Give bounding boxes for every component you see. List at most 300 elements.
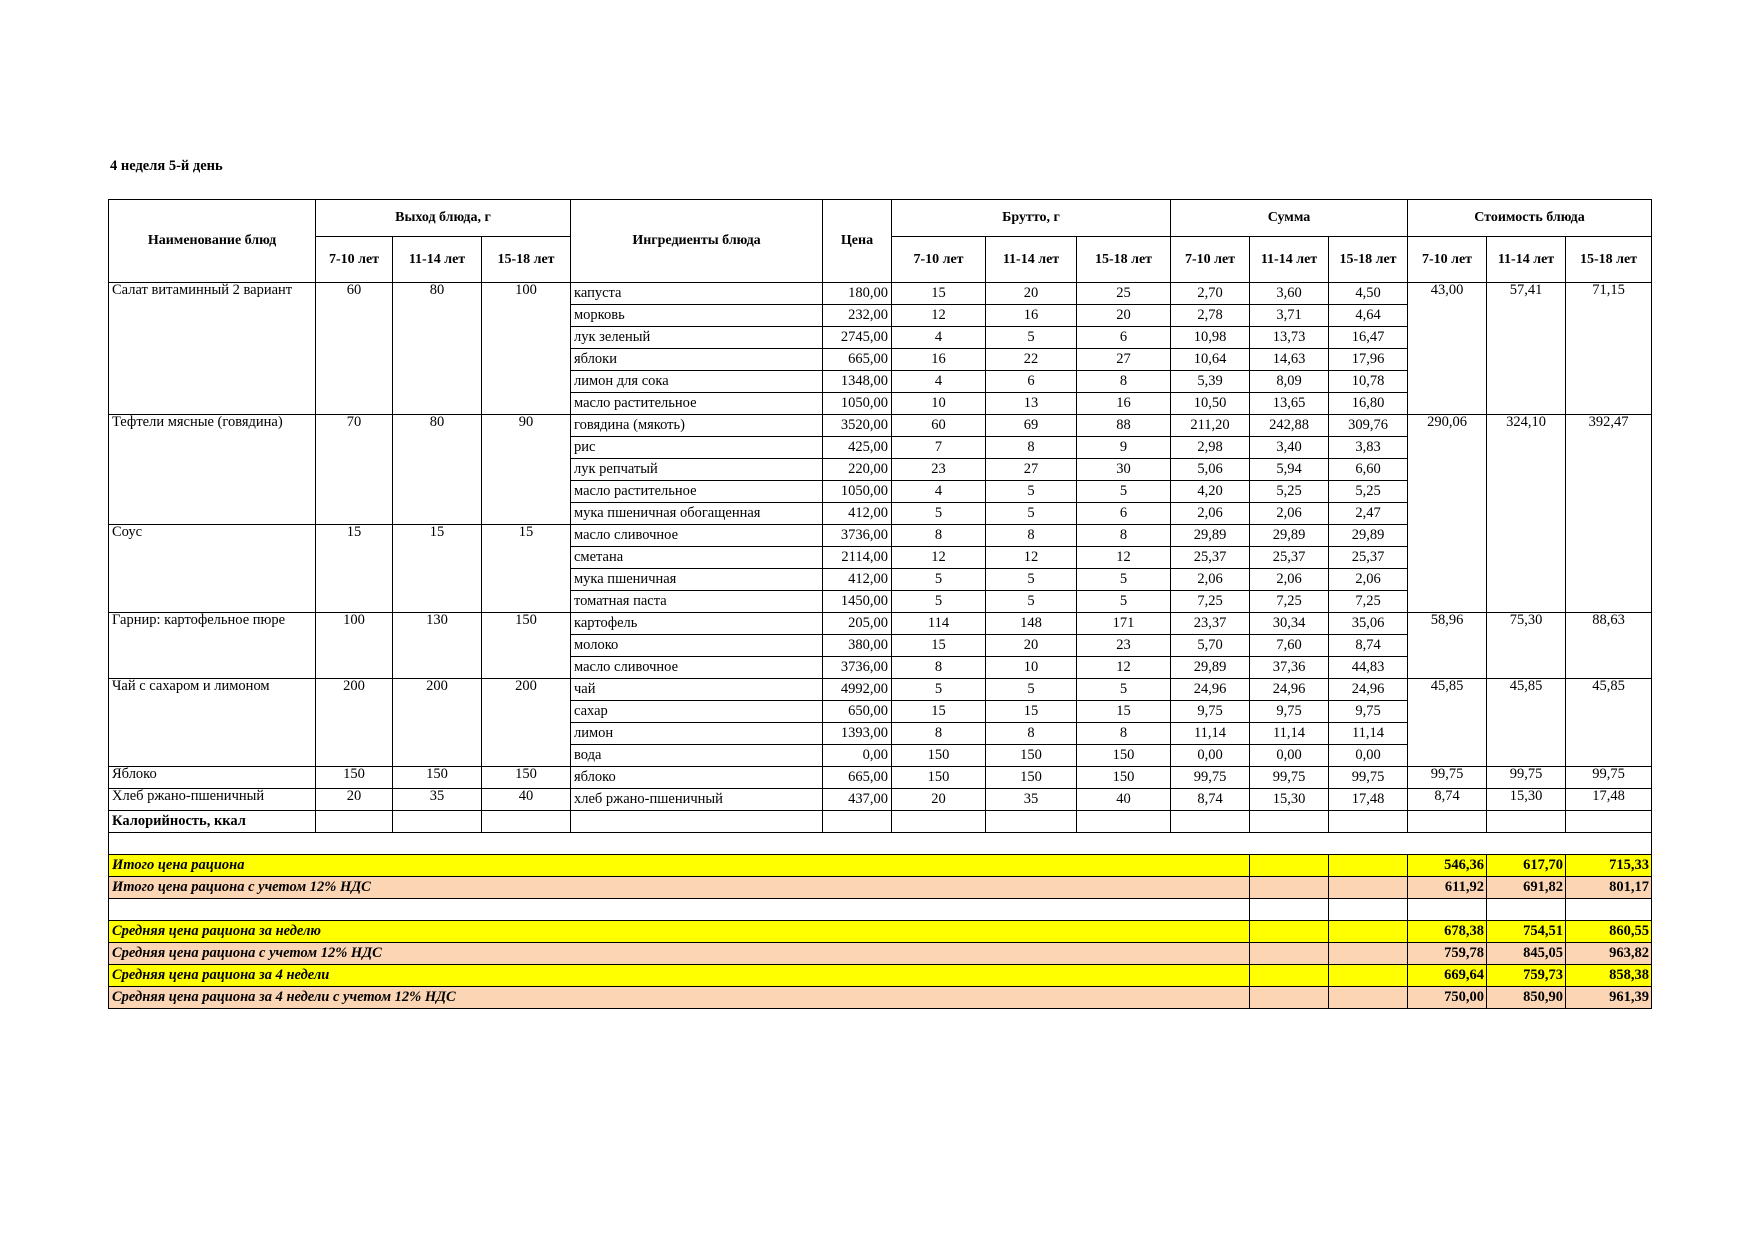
- empty-cell: [1329, 877, 1408, 899]
- ingredient-price: 412,00: [823, 503, 892, 525]
- ingredient-price: 380,00: [823, 635, 892, 657]
- ingredient-sum: 7,60: [1250, 635, 1329, 657]
- ingredient-sum: 7,25: [1329, 591, 1408, 613]
- ingredient-price: 650,00: [823, 701, 892, 723]
- ingredient-gross: 23: [892, 459, 986, 481]
- dish-output: 80: [393, 415, 482, 525]
- ingredient-sum: 5,39: [1171, 371, 1250, 393]
- header-sum: Сумма: [1171, 200, 1408, 237]
- dish-cost: 57,41: [1487, 283, 1566, 415]
- ingredient-price: 1348,00: [823, 371, 892, 393]
- ingredient-sum: 29,89: [1250, 525, 1329, 547]
- total-value: 759,78: [1408, 943, 1487, 965]
- header-age: 15-18 лет: [1077, 237, 1171, 283]
- ingredient-name: хлеб ржано-пшеничный: [571, 789, 823, 811]
- ingredient-name: вода: [571, 745, 823, 767]
- ingredient-gross: 150: [1077, 767, 1171, 789]
- empty-cell: [1408, 811, 1487, 833]
- ingredient-gross: 27: [1077, 349, 1171, 371]
- total-label: Средняя цена рациона за 4 недели с учетом 12% НДС: [109, 987, 1250, 1009]
- empty-cell: [1250, 921, 1329, 943]
- table-row: [109, 767, 1652, 789]
- ingredient-gross: 15: [892, 635, 986, 657]
- dish-output: 15: [482, 525, 571, 613]
- dish-output: 60: [316, 283, 393, 415]
- ingredient-name: масло растительное: [571, 481, 823, 503]
- ingredient-gross: 22: [986, 349, 1077, 371]
- total-label: Итого цена рациона с учетом 12% НДС: [109, 877, 1250, 899]
- ingredient-sum: 9,75: [1250, 701, 1329, 723]
- header-age: 15-18 лет: [1329, 237, 1408, 283]
- ingredient-sum: 211,20: [1171, 415, 1250, 437]
- ingredient-sum: 99,75: [1171, 767, 1250, 789]
- ingredient-gross: 150: [892, 745, 986, 767]
- ingredient-sum: 242,88: [1250, 415, 1329, 437]
- ingredient-sum: 3,83: [1329, 437, 1408, 459]
- dish-output: 15: [316, 525, 393, 613]
- header-age: 15-18 лет: [482, 237, 571, 283]
- ingredient-sum: 10,64: [1171, 349, 1250, 371]
- header-ingredients: Ингредиенты блюда: [571, 200, 823, 283]
- total-row: [109, 877, 1652, 899]
- ingredient-sum: 8,74: [1171, 789, 1250, 811]
- ingredient-sum: 5,70: [1171, 635, 1250, 657]
- empty-cell: [109, 833, 1652, 855]
- ingredient-gross: 12: [892, 547, 986, 569]
- total-value: 845,05: [1487, 943, 1566, 965]
- dish-output: 70: [316, 415, 393, 525]
- table-row: [109, 789, 1652, 811]
- ingredient-gross: 16: [892, 349, 986, 371]
- ingredient-sum: 10,98: [1171, 327, 1250, 349]
- total-value: 759,73: [1487, 965, 1566, 987]
- ingredient-sum: 25,37: [1329, 547, 1408, 569]
- ingredient-sum: 0,00: [1250, 745, 1329, 767]
- dish-output: 90: [482, 415, 571, 525]
- empty-cell: [1250, 877, 1329, 899]
- ingredient-gross: 5: [986, 503, 1077, 525]
- empty-cell: [1329, 899, 1408, 921]
- ingredient-name: сахар: [571, 701, 823, 723]
- ingredient-sum: 9,75: [1329, 701, 1408, 723]
- ingredient-gross: 15: [1077, 701, 1171, 723]
- ingredient-sum: 30,34: [1250, 613, 1329, 635]
- dish-output: 35: [393, 789, 482, 811]
- ingredient-sum: 16,80: [1329, 393, 1408, 415]
- dish-name: Гарнир: картофельное пюре: [109, 613, 316, 679]
- empty-cell: [1329, 987, 1408, 1009]
- ingredient-sum: 35,06: [1329, 613, 1408, 635]
- total-label: [109, 899, 1250, 921]
- ingredient-gross: 15: [986, 701, 1077, 723]
- header-dish-name: Наименование блюд: [109, 200, 316, 283]
- empty-cell: [1250, 811, 1329, 833]
- ingredient-gross: 60: [892, 415, 986, 437]
- ingredient-gross: 5: [986, 679, 1077, 701]
- ingredient-sum: 5,06: [1171, 459, 1250, 481]
- header-price: Цена: [823, 200, 892, 283]
- ingredient-name: лук репчатый: [571, 459, 823, 481]
- ingredient-name: сметана: [571, 547, 823, 569]
- header-age: 11-14 лет: [986, 237, 1077, 283]
- ingredient-price: 2114,00: [823, 547, 892, 569]
- ingredient-gross: 12: [892, 305, 986, 327]
- empty-cell: [1250, 855, 1329, 877]
- ingredient-price: 3736,00: [823, 525, 892, 547]
- ingredient-name: масло сливочное: [571, 525, 823, 547]
- table-body: [109, 283, 1652, 1009]
- ingredient-gross: 150: [892, 767, 986, 789]
- header-cost: Стоимость блюда: [1408, 200, 1652, 237]
- ingredient-price: 2745,00: [823, 327, 892, 349]
- ingredient-sum: 11,14: [1171, 723, 1250, 745]
- total-value: 691,82: [1487, 877, 1566, 899]
- dish-cost: 45,85: [1408, 679, 1487, 767]
- ingredient-name: лимон: [571, 723, 823, 745]
- ingredient-gross: 27: [986, 459, 1077, 481]
- dish-name: Тефтели мясные (говядина): [109, 415, 316, 525]
- ingredient-gross: 4: [892, 371, 986, 393]
- table-row: [109, 283, 1652, 305]
- dish-output: 130: [393, 613, 482, 679]
- ingredient-sum: 24,96: [1250, 679, 1329, 701]
- ingredient-gross: 6: [1077, 503, 1171, 525]
- ingredient-price: 665,00: [823, 767, 892, 789]
- ingredient-gross: 8: [986, 437, 1077, 459]
- ingredient-gross: 5: [1077, 679, 1171, 701]
- total-label: Средняя цена рациона за 4 недели: [109, 965, 1250, 987]
- ingredient-gross: 20: [986, 635, 1077, 657]
- ingredient-gross: 9: [1077, 437, 1171, 459]
- ingredient-gross: 8: [986, 723, 1077, 745]
- ingredient-sum: 23,37: [1171, 613, 1250, 635]
- ingredient-gross: 150: [986, 745, 1077, 767]
- ingredient-price: 205,00: [823, 613, 892, 635]
- ingredient-sum: 99,75: [1250, 767, 1329, 789]
- ingredient-sum: 13,73: [1250, 327, 1329, 349]
- ingredient-gross: 16: [1077, 393, 1171, 415]
- ingredient-sum: 0,00: [1171, 745, 1250, 767]
- dish-name: Чай с сахаром и лимоном: [109, 679, 316, 767]
- header-age: 11-14 лет: [1487, 237, 1566, 283]
- header-age: 11-14 лет: [1250, 237, 1329, 283]
- ingredient-sum: 5,25: [1329, 481, 1408, 503]
- ingredient-sum: 7,25: [1171, 591, 1250, 613]
- ingredient-sum: 8,74: [1329, 635, 1408, 657]
- ingredient-price: 3736,00: [823, 657, 892, 679]
- dish-output: 80: [393, 283, 482, 415]
- dish-output: 150: [316, 767, 393, 789]
- ingredient-sum: 37,36: [1250, 657, 1329, 679]
- ingredient-sum: 10,78: [1329, 371, 1408, 393]
- ingredient-name: лук зеленый: [571, 327, 823, 349]
- ingredient-gross: 4: [892, 327, 986, 349]
- empty-cell: [1566, 811, 1652, 833]
- total-value: 678,38: [1408, 921, 1487, 943]
- ingredient-sum: 2,98: [1171, 437, 1250, 459]
- ingredient-sum: 2,06: [1171, 569, 1250, 591]
- ingredient-sum: 6,60: [1329, 459, 1408, 481]
- total-label: Итого цена рациона: [109, 855, 1250, 877]
- total-row: [109, 855, 1652, 877]
- dish-cost: 43,00: [1408, 283, 1487, 415]
- ingredient-gross: 35: [986, 789, 1077, 811]
- ingredient-sum: 9,75: [1171, 701, 1250, 723]
- dish-output: 200: [393, 679, 482, 767]
- empty-cell: [1077, 811, 1171, 833]
- dish-cost: 99,75: [1566, 767, 1652, 789]
- total-value: 860,55: [1566, 921, 1652, 943]
- ingredient-gross: 6: [986, 371, 1077, 393]
- ingredient-gross: 5: [892, 503, 986, 525]
- ingredient-name: молоко: [571, 635, 823, 657]
- total-value: 858,38: [1566, 965, 1652, 987]
- ingredient-gross: 5: [892, 591, 986, 613]
- dish-name: Салат витаминный 2 вариант: [109, 283, 316, 415]
- empty-cell: [571, 811, 823, 833]
- ingredient-gross: 114: [892, 613, 986, 635]
- ingredient-name: масло сливочное: [571, 657, 823, 679]
- ingredient-name: чай: [571, 679, 823, 701]
- ingredient-gross: 13: [986, 393, 1077, 415]
- header-output: Выход блюда, г: [316, 200, 571, 237]
- total-label: Средняя цена рациона с учетом 12% НДС: [109, 943, 1250, 965]
- dish-cost: 88,63: [1566, 613, 1652, 679]
- ingredient-sum: 29,89: [1171, 657, 1250, 679]
- dish-cost: 45,85: [1566, 679, 1652, 767]
- header-age: 7-10 лет: [1171, 237, 1250, 283]
- ingredient-sum: 4,50: [1329, 283, 1408, 305]
- total-value: 963,82: [1566, 943, 1652, 965]
- ingredient-gross: 5: [1077, 481, 1171, 503]
- empty-cell: [1250, 899, 1329, 921]
- ingredient-sum: 29,89: [1329, 525, 1408, 547]
- total-value: 611,92: [1408, 877, 1487, 899]
- header-age: 7-10 лет: [892, 237, 986, 283]
- total-value: 801,17: [1566, 877, 1652, 899]
- dish-name: Хлеб ржано-пшеничный: [109, 789, 316, 811]
- ingredient-gross: 150: [1077, 745, 1171, 767]
- total-label: Средняя цена рациона за неделю: [109, 921, 1250, 943]
- ingredient-sum: 14,63: [1250, 349, 1329, 371]
- table-row: [109, 679, 1652, 701]
- total-value: 715,33: [1566, 855, 1652, 877]
- ingredient-gross: 12: [986, 547, 1077, 569]
- ingredient-gross: 25: [1077, 283, 1171, 305]
- ingredient-gross: 5: [986, 591, 1077, 613]
- ingredient-price: 425,00: [823, 437, 892, 459]
- ingredient-gross: 8: [986, 525, 1077, 547]
- total-value: [1487, 899, 1566, 921]
- ingredient-gross: 15: [892, 701, 986, 723]
- ingredient-sum: 2,06: [1250, 503, 1329, 525]
- total-row: [109, 965, 1652, 987]
- ingredient-name: морковь: [571, 305, 823, 327]
- ingredient-price: 220,00: [823, 459, 892, 481]
- ingredient-gross: 16: [986, 305, 1077, 327]
- ingredient-price: 1050,00: [823, 393, 892, 415]
- ingredient-price: 1450,00: [823, 591, 892, 613]
- ingredient-gross: 8: [892, 657, 986, 679]
- empty-cell: [986, 811, 1077, 833]
- empty-cell: [1329, 943, 1408, 965]
- ingredient-sum: 17,48: [1329, 789, 1408, 811]
- ingredient-name: картофель: [571, 613, 823, 635]
- ingredient-sum: 2,06: [1171, 503, 1250, 525]
- ingredient-gross: 8: [1077, 525, 1171, 547]
- ingredient-sum: 2,06: [1250, 569, 1329, 591]
- ingredient-gross: 12: [1077, 657, 1171, 679]
- dish-output: 20: [316, 789, 393, 811]
- ingredient-gross: 20: [892, 789, 986, 811]
- ingredient-sum: 4,64: [1329, 305, 1408, 327]
- ingredient-sum: 25,37: [1171, 547, 1250, 569]
- ingredient-gross: 8: [1077, 371, 1171, 393]
- dish-cost: 45,85: [1487, 679, 1566, 767]
- calories-row: [109, 811, 1652, 833]
- ingredient-name: томатная паста: [571, 591, 823, 613]
- ingredient-sum: 44,83: [1329, 657, 1408, 679]
- empty-cell: [1329, 965, 1408, 987]
- ingredient-sum: 8,09: [1250, 371, 1329, 393]
- ingredient-sum: 2,06: [1329, 569, 1408, 591]
- dish-name: Соус: [109, 525, 316, 613]
- header-gross: Брутто, г: [892, 200, 1171, 237]
- total-value: [1566, 899, 1652, 921]
- empty-cell: [1171, 811, 1250, 833]
- ingredient-sum: 2,78: [1171, 305, 1250, 327]
- dish-output: 100: [482, 283, 571, 415]
- total-value: 750,00: [1408, 987, 1487, 1009]
- ingredient-name: мука пшеничная: [571, 569, 823, 591]
- empty-cell: [1329, 921, 1408, 943]
- ingredient-name: капуста: [571, 283, 823, 305]
- ingredient-price: 180,00: [823, 283, 892, 305]
- ingredient-gross: 15: [892, 283, 986, 305]
- ingredient-name: яблоки: [571, 349, 823, 371]
- ingredient-sum: 3,71: [1250, 305, 1329, 327]
- ingredient-gross: 150: [986, 767, 1077, 789]
- ingredient-sum: 2,70: [1171, 283, 1250, 305]
- empty-cell: [316, 811, 393, 833]
- page-title: 4 неделя 5-й день: [110, 158, 223, 174]
- ingredient-sum: 7,25: [1250, 591, 1329, 613]
- ingredient-price: 232,00: [823, 305, 892, 327]
- total-value: 850,90: [1487, 987, 1566, 1009]
- total-value: 754,51: [1487, 921, 1566, 943]
- ingredient-sum: 13,65: [1250, 393, 1329, 415]
- ingredient-sum: 16,47: [1329, 327, 1408, 349]
- empty-cell: [823, 811, 892, 833]
- table-row: [109, 613, 1652, 635]
- ingredient-gross: 30: [1077, 459, 1171, 481]
- ingredient-price: 437,00: [823, 789, 892, 811]
- ingredient-price: 1393,00: [823, 723, 892, 745]
- ingredient-sum: 24,96: [1171, 679, 1250, 701]
- ingredient-sum: 11,14: [1329, 723, 1408, 745]
- total-row: [109, 921, 1652, 943]
- menu-table: [108, 199, 1652, 1009]
- ingredient-sum: 5,94: [1250, 459, 1329, 481]
- ingredient-gross: 8: [892, 525, 986, 547]
- total-value: 669,64: [1408, 965, 1487, 987]
- ingredient-gross: 5: [986, 481, 1077, 503]
- ingredient-gross: 20: [986, 283, 1077, 305]
- total-value: 961,39: [1566, 987, 1652, 1009]
- dish-cost: 324,10: [1487, 415, 1566, 613]
- table-header: [109, 200, 1652, 283]
- ingredient-name: яблоко: [571, 767, 823, 789]
- empty-cell: [1329, 811, 1408, 833]
- dish-cost: 75,30: [1487, 613, 1566, 679]
- ingredient-gross: 88: [1077, 415, 1171, 437]
- empty-cell: [482, 811, 571, 833]
- ingredient-sum: 5,25: [1250, 481, 1329, 503]
- ingredient-sum: 3,40: [1250, 437, 1329, 459]
- dish-cost: 58,96: [1408, 613, 1487, 679]
- ingredient-sum: 25,37: [1250, 547, 1329, 569]
- ingredient-price: 0,00: [823, 745, 892, 767]
- dish-output: 200: [316, 679, 393, 767]
- empty-cell: [1487, 811, 1566, 833]
- ingredient-gross: 6: [1077, 327, 1171, 349]
- dish-cost: 15,30: [1487, 789, 1566, 811]
- ingredient-sum: 15,30: [1250, 789, 1329, 811]
- ingredient-gross: 8: [1077, 723, 1171, 745]
- empty-cell: [1250, 943, 1329, 965]
- dish-cost: 99,75: [1408, 767, 1487, 789]
- ingredient-gross: 69: [986, 415, 1077, 437]
- ingredient-name: масло растительное: [571, 393, 823, 415]
- ingredient-sum: 309,76: [1329, 415, 1408, 437]
- ingredient-sum: 29,89: [1171, 525, 1250, 547]
- ingredient-gross: 10: [892, 393, 986, 415]
- table-row: [109, 415, 1652, 437]
- ingredient-gross: 20: [1077, 305, 1171, 327]
- ingredient-price: 412,00: [823, 569, 892, 591]
- ingredient-gross: 7: [892, 437, 986, 459]
- dish-cost: 71,15: [1566, 283, 1652, 415]
- ingredient-sum: 99,75: [1329, 767, 1408, 789]
- header-age: 7-10 лет: [1408, 237, 1487, 283]
- header-age: 15-18 лет: [1566, 237, 1652, 283]
- empty-cell: [393, 811, 482, 833]
- dish-output: 40: [482, 789, 571, 811]
- ingredient-gross: 4: [892, 481, 986, 503]
- spacer-row: [109, 833, 1652, 855]
- ingredient-gross: 5: [892, 679, 986, 701]
- total-value: 546,36: [1408, 855, 1487, 877]
- ingredient-gross: 171: [1077, 613, 1171, 635]
- ingredient-gross: 5: [986, 569, 1077, 591]
- ingredient-price: 4992,00: [823, 679, 892, 701]
- ingredient-gross: 8: [892, 723, 986, 745]
- ingredient-gross: 148: [986, 613, 1077, 635]
- ingredient-name: лимон для сока: [571, 371, 823, 393]
- empty-cell: [1250, 987, 1329, 1009]
- ingredient-name: говядина (мякоть): [571, 415, 823, 437]
- dish-cost: 99,75: [1487, 767, 1566, 789]
- ingredient-gross: 12: [1077, 547, 1171, 569]
- total-row: [109, 987, 1652, 1009]
- dish-output: 150: [482, 613, 571, 679]
- dish-output: 15: [393, 525, 482, 613]
- total-row: [109, 943, 1652, 965]
- ingredient-name: рис: [571, 437, 823, 459]
- ingredient-gross: 5: [986, 327, 1077, 349]
- total-value: [1408, 899, 1487, 921]
- dish-cost: 8,74: [1408, 789, 1487, 811]
